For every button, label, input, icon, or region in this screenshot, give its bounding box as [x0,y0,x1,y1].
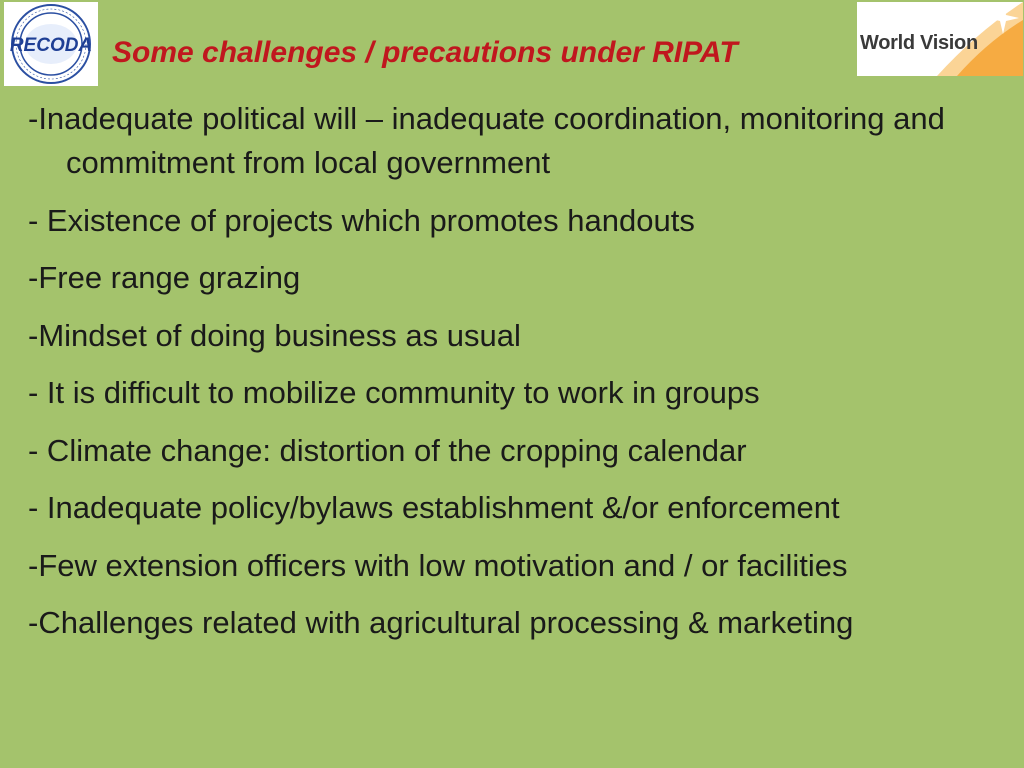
bullet-item: -Few extension officers with low motivation and / or facilities [28,547,848,583]
bullet-item: - Inadequate policy/bylaws establishment &/or enforcement [28,490,840,525]
bullet-item: -Challenges related with agricultural processing & marketing [28,605,854,640]
recoda-logo-text: RECODA [9,35,93,56]
bullet-item: - It is difficult to mobilize community to work in groups [28,375,760,410]
bullet-list [28,97,1018,659]
bullet-item: -Free range grazing [28,260,301,295]
bullet-item: -Mindset of doing business as usual [28,317,521,353]
recoda-seal-icon [4,2,98,86]
bullet-item: -Inadequate political will – inadequate coordination, monitoring and commitment from local government [28,101,945,180]
recoda-logo [4,2,98,86]
world-vision-logo [857,2,1023,76]
slide-title: Some challenges / precautions under RIPAT [112,36,738,69]
bullet-item: - Climate change: distortion of the cropping calendar [28,432,747,468]
bullet-item: - Existence of projects which promotes handouts [28,202,695,238]
world-vision-logo-text: World Vision [860,32,978,54]
